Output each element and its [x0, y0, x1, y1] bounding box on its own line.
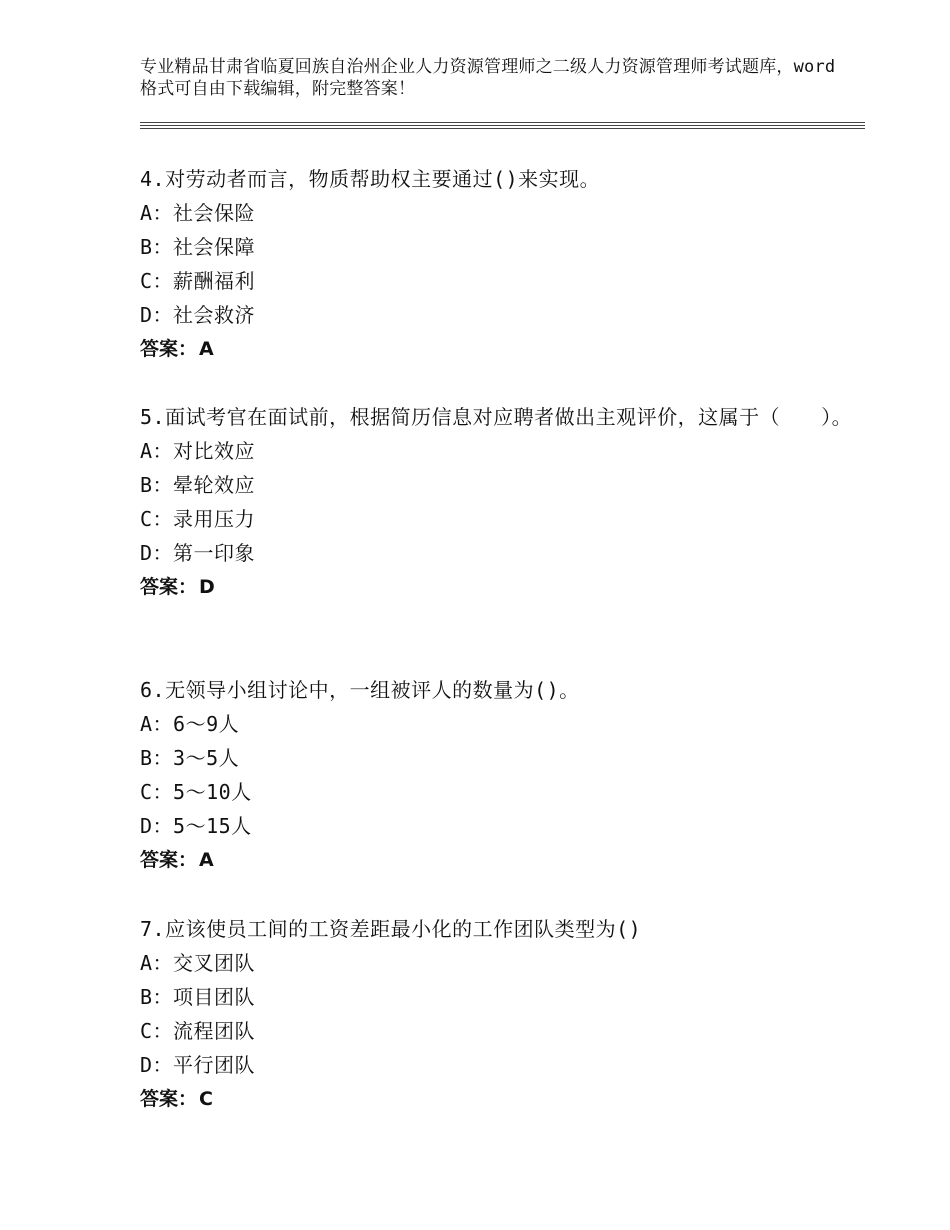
option-b: B：社会保障 — [140, 235, 256, 259]
option-a: A：6～9人 — [140, 712, 240, 736]
question-stem: 6.无领导小组讨论中，一组被评人的数量为()。 — [140, 678, 580, 702]
header-divider-line — [140, 128, 865, 129]
option-d: D：5～15人 — [140, 814, 252, 838]
answer-label: 答案： — [140, 1088, 198, 1110]
answer-line — [140, 843, 860, 877]
option-d: D：平行团队 — [140, 1053, 256, 1077]
option-d: D：第一印象 — [140, 541, 256, 565]
option-b: B：3～5人 — [140, 746, 240, 770]
option-c: C：流程团队 — [140, 1019, 256, 1043]
answer-line — [140, 332, 860, 366]
header-divider-line — [140, 125, 865, 126]
option-b: B：晕轮效应 — [140, 473, 256, 497]
option-d: D：社会救济 — [140, 303, 256, 327]
question-block — [140, 912, 860, 1116]
answer-value: C — [199, 1088, 213, 1110]
option-c: C：5～10人 — [140, 780, 252, 804]
answer-value: A — [199, 849, 214, 871]
header-divider-line — [140, 122, 865, 123]
answer-label: 答案： — [140, 849, 198, 871]
answer-label: 答案： — [140, 576, 198, 598]
question-block — [140, 673, 860, 877]
answer-label: 答案： — [140, 338, 198, 360]
option-c: C：薪酬福利 — [140, 269, 256, 293]
option-a: A：交叉团队 — [140, 951, 256, 975]
answer-value: A — [199, 338, 214, 360]
question-stem: 7.应该使员工间的工资差距最小化的工作团队类型为() — [140, 917, 642, 941]
question-stem: 5.面试考官在面试前，根据简历信息对应聘者做出主观评价，这属于（ ）。 — [140, 405, 853, 429]
option-c: C：录用压力 — [140, 507, 256, 531]
option-a: A：对比效应 — [140, 439, 256, 463]
answer-line — [140, 1082, 860, 1116]
question-stem: 4.对劳动者而言，物质帮助权主要通过()来实现。 — [140, 167, 601, 191]
answer-value: D — [199, 576, 215, 598]
answer-line — [140, 570, 860, 604]
option-a: A：社会保险 — [140, 201, 256, 225]
question-block — [140, 162, 860, 366]
document-title: 专业精品甘肃省临夏回族自治州企业人力资源管理师之二级人力资源管理师考试题库，word格式可自由下载编辑，附完整答案！ — [140, 57, 836, 99]
question-block — [140, 400, 860, 604]
option-b: B：项目团队 — [140, 985, 256, 1009]
